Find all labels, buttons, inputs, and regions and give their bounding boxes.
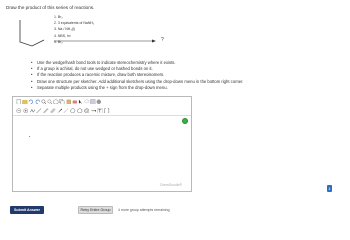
bracket-tool-icon[interactable] [104, 108, 110, 114]
reaction-step: 4. NBS, hν [54, 33, 71, 38]
clean-icon[interactable] [53, 99, 59, 105]
lasso-icon[interactable] [84, 99, 90, 105]
reaction-step: 5. Br₂ [54, 39, 63, 44]
retry-entire-group-button[interactable]: Retry Entire Group [78, 206, 113, 214]
zoom-in-icon[interactable] [41, 99, 47, 105]
reaction-arrow [54, 39, 156, 43]
sketcher-toolbar-bottom [13, 106, 191, 115]
new-icon[interactable] [16, 99, 22, 105]
reaction-step: 1. Br₂ [54, 15, 63, 19]
instruction-item: • Separate multiple products using the + sign from the drop-down menu. [31, 85, 243, 91]
copy-icon[interactable] [59, 99, 65, 105]
undo-icon[interactable] [28, 99, 34, 105]
submit-answer-button[interactable]: Submit Answer [10, 206, 44, 214]
status-ok-icon [182, 118, 188, 124]
zoom-out-icon[interactable] [47, 99, 53, 105]
attempts-remaining-text: 4 more group attempts remaining [118, 208, 170, 212]
single-bond-icon[interactable] [36, 108, 42, 114]
reaction-step: 3. Na / NH₃(l) [54, 27, 75, 32]
drawing-canvas[interactable] [13, 115, 191, 193]
paste-icon[interactable] [66, 99, 72, 105]
select-icon[interactable] [78, 99, 84, 105]
info-icon[interactable] [96, 99, 102, 105]
chevron-updown-icon: ⇕ [327, 186, 331, 191]
open-icon[interactable] [22, 99, 28, 105]
instruction-item: • If the reaction produces a racemic mixture, draw both stereoisomers. [31, 72, 243, 78]
hexagon-ring-icon[interactable] [77, 108, 83, 114]
redo-icon[interactable] [35, 99, 41, 105]
hash-bond-icon[interactable] [63, 108, 69, 114]
benzene-icon[interactable] [84, 108, 90, 114]
charge-plus-icon[interactable] [23, 108, 29, 114]
arrow-tool-icon[interactable] [91, 108, 97, 114]
instruction-item: • Use the wedge/hash bond tools to indicate stereochemistry where it exists. [31, 60, 243, 66]
text-tool-icon[interactable] [97, 108, 103, 114]
product-placeholder: ? [161, 37, 164, 43]
question-title: Draw the product of this series of reactions. [6, 5, 95, 10]
instruction-list [31, 60, 243, 91]
wedge-bond-icon[interactable] [57, 108, 63, 114]
ring-tool-icon[interactable] [70, 108, 76, 114]
add-sketcher-dropdown[interactable] [327, 185, 332, 192]
starting-material-structure [18, 18, 46, 48]
sketcher-toolbar-top [13, 97, 191, 106]
chemdoodle-watermark: ChemDoodle® [159, 183, 182, 187]
chain-tool-icon[interactable] [30, 108, 36, 114]
structure-sketcher[interactable] [12, 96, 192, 192]
canvas-cursor-dot [29, 136, 30, 137]
instruction-item: • Draw one structure per sketcher. Add additional sketchers using the drop-down menu in the bottom right corner. [31, 79, 243, 85]
instruction-item: • If a group is achiral, do not use wedged or hashed bonds on it. [31, 66, 243, 72]
double-bond-icon[interactable] [43, 108, 49, 114]
template-icon[interactable] [90, 99, 96, 105]
triple-bond-icon[interactable] [50, 108, 56, 114]
charge-minus-icon[interactable] [16, 108, 22, 114]
reaction-step: 2. 3 equivalents of NaNH₂ [54, 21, 95, 26]
erase-icon[interactable] [72, 99, 78, 105]
reaction-scheme [14, 12, 164, 55]
